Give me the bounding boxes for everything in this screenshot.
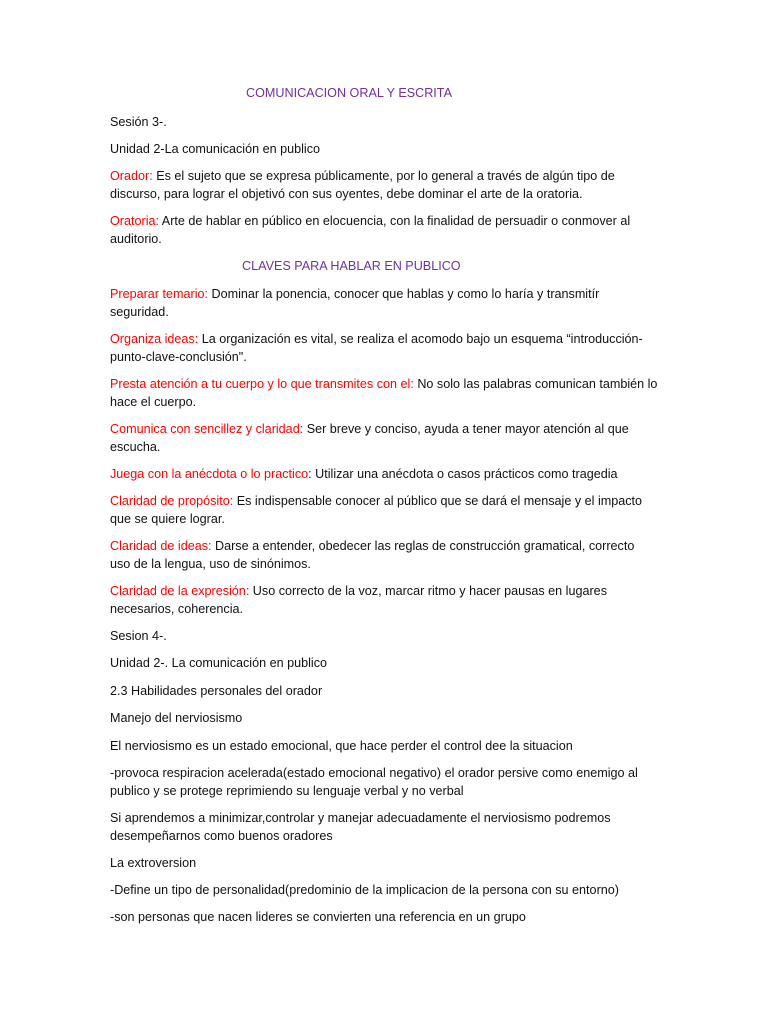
session-4-label: Sesion 4-. [110, 629, 167, 643]
key-term: Comunica con sencillez y claridad: [110, 422, 304, 436]
nervousness-paragraph: El nerviosismo es un estado emocional, que hace perder el control dee la situacion [110, 739, 573, 753]
unit-2b-heading: Unidad 2-. La comunicación en publico [110, 656, 328, 670]
key-item [110, 376, 658, 411]
key-text: Ser breve y conciso, ayuda a tener mayor atención al que escucha. [110, 422, 629, 454]
key-term: Presta atención a tu cuerpo y lo que transmites con el: [110, 377, 414, 391]
extroversion-paragraph: -son personas que nacen lideres se convierten una referencia en un grupo [110, 910, 526, 924]
key-item [110, 583, 658, 618]
key-term: Preparar temario: [110, 287, 208, 301]
key-text: Dominar la ponencia, conocer que hablas y como lo haría y transmitír seguridad. [110, 287, 600, 319]
key-item [110, 466, 658, 484]
extroversion-title: La extroversion [110, 856, 197, 870]
key-text: La organización es vital, se realiza el acomodo bajo un esquema “introducción-punto-clave-conclusión". [110, 332, 643, 364]
nervousness-paragraph: Si aprendemos a minimizar,controlar y manejar adecuadamente el nerviosismo podremos desempeñarnos como buenos oradores [110, 811, 611, 843]
section-2-3-heading: 2.3 Habilidades personales del orador [110, 684, 323, 698]
definition-oratoria [110, 213, 658, 248]
key-item [110, 538, 658, 573]
keys-title: CLAVES PARA HABLAR EN PUBLICO [242, 259, 461, 273]
key-item [110, 331, 658, 366]
definition-orador [110, 168, 658, 203]
key-text: Darse a entender, obedecer las reglas de construcción gramatical, correcto uso de la lengua, uso de sinónimos. [110, 539, 635, 571]
key-term: Claridad de la expresión: [110, 584, 250, 598]
key-text: Uso correcto de la voz, marcar ritmo y hacer pausas en lugares necesarios, coherencia. [110, 584, 607, 616]
nervousness-paragraph: -provoca respiracion acelerada(estado emocional negativo) el orador persive como enemigo al publico y se protege reprimiendo su lenguaje verbal y no verbal [110, 766, 638, 798]
key-term: Juega con la anécdota o lo practico [110, 467, 309, 481]
term-oratoria: Oratoria: [110, 214, 159, 228]
key-term: Claridad de propósito: [110, 494, 234, 508]
key-item [110, 286, 658, 321]
key-text: : Utilizar una anécdota o casos prácticos como tragedia [308, 467, 618, 481]
key-text: No solo las palabras comunican también lo hace el cuerpo. [110, 377, 658, 409]
key-item [110, 493, 658, 528]
key-term: Organiza ideas: [110, 332, 199, 346]
nervousness-title: Manejo del nerviosismo [110, 711, 243, 725]
definition-orador-text: Es el sujeto que se expresa públicamente, por lo general a través de algún tipo de discurso, para lograr el objetivó con sus oyentes, debe dominar el arte de la oratoria. [110, 169, 615, 201]
key-term: Claridad de ideas: [110, 539, 212, 553]
key-text: Es indispensable conocer al público que se dará el mensaje y el impacto que se quiere lograr. [110, 494, 643, 526]
extroversion-paragraph: -Define un tipo de personalidad(predominio de la implicacion de la persona con su entorno) [110, 883, 619, 897]
term-orador: Orador: [110, 169, 153, 183]
session-3-label: Sesión 3-. [110, 115, 167, 129]
definition-oratoria-text: Arte de hablar en público en elocuencia, con la finalidad de persuadir o conmover al auditorio. [110, 214, 631, 246]
document-title: COMUNICACION ORAL Y ESCRITA [246, 86, 452, 100]
unit-2-heading: Unidad 2-La comunicación en publico [110, 142, 321, 156]
key-item [110, 421, 658, 456]
